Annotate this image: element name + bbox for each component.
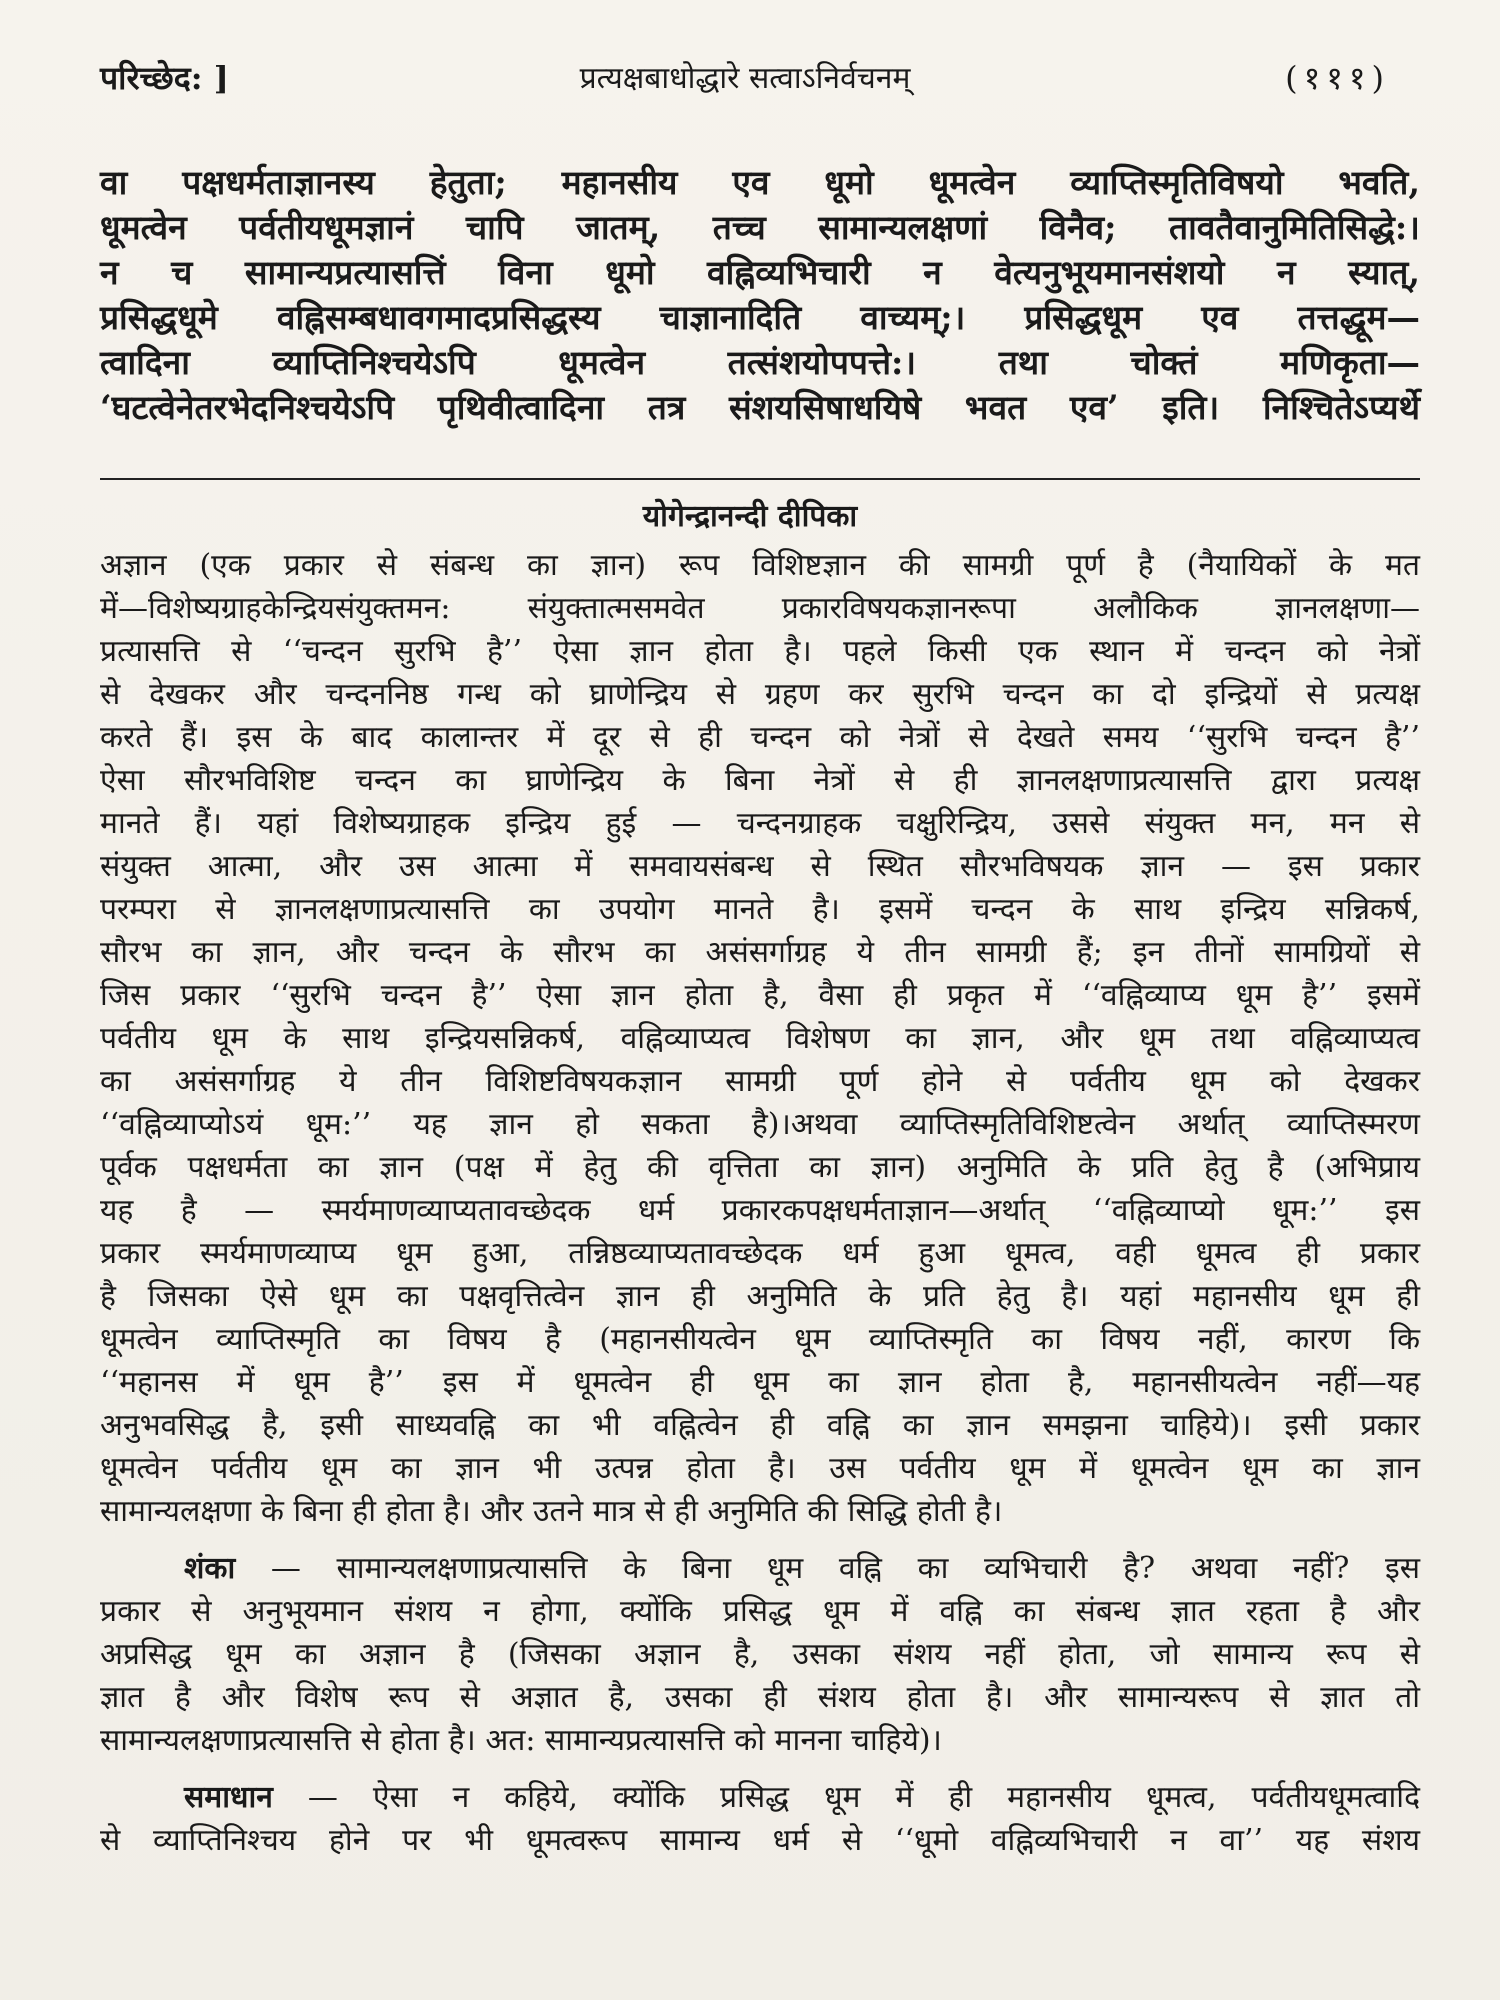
samadhan-line: से व्याप्तिनिश्चय होने पर भी धूमत्वरूप सामान्य धर्म से ‘‘धूमो वह्निव्यभिचारी न वा’’ यह संशय xyxy=(100,1823,1420,1858)
commentary-line: प्रकार स्मर्यमाणव्याप्य धूम हुआ, तन्निष्ठव्याप्यतावच्छेदक धर्म हुआ धूमत्व, वही धूमत्व ही प्रकार xyxy=(100,1236,1420,1271)
commentary-line: पर्वतीय धूम के साथ इन्द्रियसन्निकर्ष, वह्निव्याप्यत्व विशेषण का ज्ञान, और धूम तथा वह्निव्याप्यत्व xyxy=(100,1021,1420,1056)
sanskrit-line: प्रसिद्धधूमे वह्निसम्बधावगमादप्रसिद्धस्य चाज्ञानादिति वाच्यम्;। प्रसिद्धधूम एव तत्तद्धूम— xyxy=(100,298,1420,337)
commentary-line: धूमत्वेन पर्वतीय धूम का ज्ञान भी उत्पन्न होता है। उस पर्वतीय धूम में धूमत्वेन धूम का ज्ञान xyxy=(100,1451,1420,1486)
section-divider xyxy=(100,478,1420,480)
shanka-label: शंका xyxy=(184,1551,236,1586)
commentary-line: ‘‘वह्निव्याप्योऽयं धूम:’’ यह ज्ञान हो सकता है)।अथवा व्याप्तिस्मृतिविशिष्टत्वेन अर्थात् व्याप्तिस्मरण xyxy=(100,1107,1420,1142)
commentary-line: सौरभ का ज्ञान, और चन्दन के सौरभ का असंसर्गाग्रह ये तीन सामग्री हैं; इन तीनों सामग्रियों से xyxy=(100,935,1420,970)
shanka-line: प्रकार से अनुभूयमान संशय न होगा, क्योंकि प्रसिद्ध धूम में वह्नि का संबन्ध ज्ञात रहता है और xyxy=(100,1594,1420,1629)
shanka-line: ज्ञात है और विशेष रूप से अज्ञात है, उसका ही संशय होता है। और सामान्यरूप से ज्ञात तो xyxy=(100,1680,1420,1715)
commentary-line: परम्परा से ज्ञानलक्षणाप्रत्यासत्ति का उपयोग मानते है। इसमें चन्दन के साथ इन्द्रिय सन्निकर्ष, xyxy=(100,892,1420,927)
page-header xyxy=(100,50,1390,110)
sanskrit-line: त्वादिना व्याप्तिनिश्चयेऽपि धूमत्वेन तत्संशयोपपत्ते:। तथा चोक्तं मणिकृता— xyxy=(100,343,1420,382)
running-title: प्रत्यक्षबाधोद्धारे सत्वाऽनिर्वचनम् xyxy=(579,61,911,96)
commentary-line: करते हैं। इस के बाद कालान्तर में दूर से ही चन्दन को नेत्रों से देखते समय ‘‘सुरभि चन्दन है’’ xyxy=(100,720,1420,755)
commentary-line: अज्ञान (एक प्रकार से संबन्ध का ज्ञान) रूप विशिष्टज्ञान की सामग्री पूर्ण है (नैयायिकों के मत xyxy=(100,548,1420,583)
commentary-line: पूर्वक पक्षधर्मता का ज्ञान (पक्ष में हेतु की वृत्तिता का ज्ञान) अनुमिति के प्रति हेतु है (अभिप्राय xyxy=(100,1150,1420,1185)
commentary-line: मानते हैं। यहां विशेष्यग्राहक इन्द्रिय हुई — चन्दनग्राहक चक्षुरिन्द्रिय, उससे संयुक्त मन, मन से xyxy=(100,806,1420,841)
commentary-line: प्रत्यासत्ति से ‘‘चन्दन सुरभि है’’ ऐसा ज्ञान होता है। पहले किसी एक स्थान में चन्दन को नेत्रों xyxy=(100,634,1420,669)
sanskrit-text-block xyxy=(100,160,1420,430)
commentary-line: ऐसा सौरभविशिष्ट चन्दन का घ्राणेन्द्रिय के बिना नेत्रों से ही ज्ञानलक्षणाप्रत्यासत्ति द्वारा प्रत्यक्ष xyxy=(100,763,1420,798)
shanka-paragraph-start xyxy=(100,1547,1420,1590)
commentary-line: है जिसका ऐसे धूम का पक्षवृत्तित्वेन ज्ञान ही अनुमिति के प्रति हेतु है। यहां महानसीय धूम ही xyxy=(100,1279,1420,1314)
commentary-line: में—विशेष्यग्राहकेन्द्रियसंयुक्तमन: संयुक्तात्मसमवेत प्रकारविषयकज्ञानरूपा अलौकिक ज्ञानलक्षणा— xyxy=(100,591,1420,626)
commentary-line: संयुक्त आत्मा, और उस आत्मा में समवायसंबन्ध से स्थित सौरभविषयक ज्ञान — इस प्रकार xyxy=(100,849,1420,884)
commentary-title: योगेन्द्रानन्दी दीपिका xyxy=(642,499,858,534)
chapter-label: परिच्छेद: ] xyxy=(100,59,229,97)
shanka-line: सामान्यलक्षणाप्रत्यासत्ति से होता है। अत: सामान्यप्रत्यासत्ति को मानना चाहिये)। xyxy=(100,1723,942,1758)
page-number: (१११) xyxy=(1285,59,1390,97)
commentary-line: सामान्यलक्षणा के बिना ही होता है। और उतने मात्र से ही अनुमिति की सिद्धि होती है। xyxy=(100,1494,1003,1529)
samadhan-paragraph-start xyxy=(100,1776,1420,1819)
samadhan-first-line: — ऐसा न कहिये, क्योंकि प्रसिद्ध धूम में ही महानसीय धूमत्व, पर्वतीयधूमत्वादि xyxy=(272,1780,1420,1815)
commentary-line: धूमत्वेन व्याप्तिस्मृति का विषय है (महानसीयत्वेन धूम व्याप्तिस्मृति का विषय नहीं, कारण कि xyxy=(100,1322,1420,1357)
sanskrit-line: न च सामान्यप्रत्यासत्तिं विना धूमो वह्निव्यभिचारी न वेत्यनुभूयमानसंशयो न स्यात्, xyxy=(100,253,1420,292)
shanka-first-line: — सामान्यलक्षणाप्रत्यासत्ति के बिना धूम वह्नि का व्यभिचारी है? अथवा नहीं? इस xyxy=(235,1551,1420,1586)
commentary-text-block xyxy=(100,544,1420,1862)
sanskrit-line: ‘घटत्वेनेतरभेदनिश्चयेऽपि पृथिवीत्वादिना तत्र संशयसिषाधयिषे भवत एव’ इति। निश्चितेऽप्यर्थे xyxy=(100,388,1420,427)
commentary-line: से देखकर और चन्दननिष्ठ गन्ध को घ्राणेन्द्रिय से ग्रहण कर सुरभि चन्दन का दो इन्द्रियों से प्रत्यक्ष xyxy=(100,677,1420,712)
commentary-line: ‘‘महानस में धूम है’’ इस में धूमत्वेन ही धूम का ज्ञान होता है, महानसीयत्वेन नहीं—यह xyxy=(100,1365,1420,1400)
samadhan-label: समाधान xyxy=(184,1780,273,1815)
commentary-line: जिस प्रकार ‘‘सुरभि चन्दन है’’ ऐसा ज्ञान होता है, वैसा ही प्रकृत में ‘‘वह्निव्याप्य धूम है’’ इसमें xyxy=(100,978,1420,1013)
sanskrit-line: धूमत्वेन पर्वतीयधूमज्ञानं चापि जातम्, तच्च सामान्यलक्षणां विनैव; तावतैवानुमितिसिद्धे:। xyxy=(100,208,1420,247)
shanka-line: अप्रसिद्ध धूम का अज्ञान है (जिसका अज्ञान है, उसका संशय नहीं होता, जो सामान्य रूप से xyxy=(100,1637,1420,1672)
sanskrit-line: वा पक्षधर्मताज्ञानस्य हेतुता; महानसीय एव धूमो धूमत्वेन व्याप्तिस्मृतिविषयो भवति, xyxy=(100,163,1420,202)
commentary-line: अनुभवसिद्ध है, इसी साध्यवह्नि का भी वह्नित्वेन ही वह्नि का ज्ञान समझना चाहिये)। इसी प्रकार xyxy=(100,1408,1420,1443)
commentary-line: यह है — स्मर्यमाणव्याप्यतावच्छेदक धर्म प्रकारकपक्षधर्मताज्ञान—अर्थात् ‘‘वह्निव्याप्यो धूम:’’ इस xyxy=(100,1193,1420,1228)
commentary-line: का असंसर्गाग्रह ये तीन विशिष्टविषयकज्ञान सामग्री पूर्ण होने से पर्वतीय धूम को देखकर xyxy=(100,1064,1420,1099)
